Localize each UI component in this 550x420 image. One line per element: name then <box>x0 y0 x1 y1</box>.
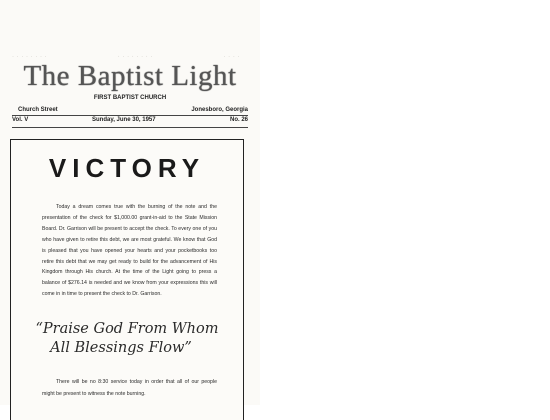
issue-number: No. 26 <box>229 117 248 123</box>
city-address: Jonesboro, Georgia <box>191 107 248 113</box>
praise-quote <box>10 320 244 358</box>
volume-label: Vol. V <box>12 117 29 123</box>
masthead-rule-top <box>12 115 248 116</box>
article-headline: VICTORY <box>48 153 206 183</box>
issue-date: Sunday, June 30, 1957 <box>92 117 156 123</box>
newsletter-title: The Baptist Light <box>23 60 237 92</box>
bleed-through-marks: · · · · · · · · · · · · · · · · · · · · <box>12 54 240 60</box>
church-name: FIRST BAPTIST CHURCH <box>93 95 167 101</box>
newsletter-page <box>0 0 260 405</box>
praise-quote-line-2: All Blessings Flow” <box>50 340 192 356</box>
street-address: Church Street <box>18 107 58 113</box>
article-body: Today a dream comes true with the burning of the note and the presentation of the check for $1,000.00 grant-in-aid to the State Mission Board. Dr. Garrison will be present to accept the check. To every one of you who have given to retire this debt, we are most grateful. We know that God is pleased that you have opened your hearts and your pocketbooks too retire this debt that we may get ready to build for the advancement of His Kingdom through His church. At the time of the Light going to press a balance of $276.14 is needed and we know from your expressions this will come in in time to present the check to Dr. Garrison. <box>42 204 217 298</box>
masthead-rule-bottom <box>12 127 248 128</box>
service-notice: There will be no 8:30 service today in order that all of our people might be present to witness the note burning. <box>42 379 217 397</box>
praise-quote-line-1: “Praise God From Whom <box>35 321 219 337</box>
